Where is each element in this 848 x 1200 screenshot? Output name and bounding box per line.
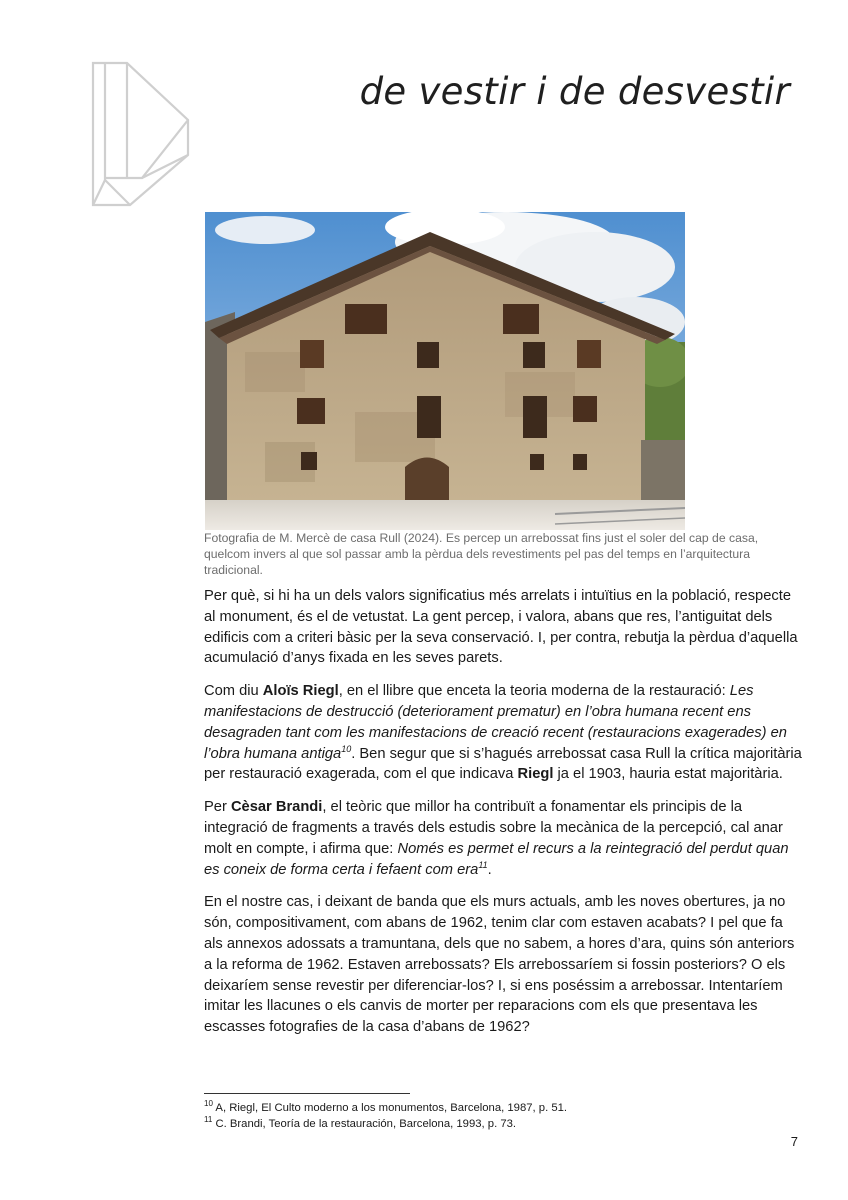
paragraph-brandi — [204, 797, 804, 880]
casa-rull-photo — [205, 212, 685, 530]
text-span: . Ben segur que si s’hagués arrebossat casa Rull la crítica majoritària per restauració exagerada, com el que indicava — [204, 745, 802, 783]
brandi-quote: Només es permet el recurs a la reintegració del perdut quan es coneix de forma certa i fefaent com era — [204, 840, 789, 878]
author-name: Aloïs Riegl — [262, 683, 339, 700]
footnote-ref[interactable]: 10 — [341, 743, 352, 754]
page-title: de vestir i de desvestir — [359, 70, 790, 113]
body-text — [204, 586, 804, 1050]
author-name: Riegl — [517, 766, 554, 783]
footnote-10 — [204, 1100, 804, 1116]
text-span: ja el 1903, hauria estat majoritària. — [553, 766, 783, 783]
text-span: Com diu — [204, 683, 263, 700]
footnote-number: 10 — [204, 1099, 213, 1109]
photo-caption: Fotografia de M. Mercè de casa Rull (2024). Es percep un arrebossat fins just el soler del cap de casa, quelcom invers al que sol passar amb la pèrdua dels revestiments pel pas del temps en l’arquitectura tradicional. — [204, 531, 759, 577]
footnote-number: 11 — [204, 1115, 213, 1125]
footnote-text: C. Brandi, Teoría de la restauración, Barcelona, 1993, p. 73. — [212, 1118, 517, 1130]
paragraph-nostre-cas: En el nostre cas, i deixant de banda que els murs actuals, amb les noves obertures, ja no són, compositivament, com abans de 1962, tenim clar com estaven acabats? I pel que fa als annexos adossats a tramuntana, dels que no sabem, a hores d’ara, quins són anteriors a la reforma de 1962. Estaven arrebossats? Els arrebossaríem si fossin posteriors? O els deixaríem sense revestir per diferenciar-los? I, si ens poséssim a arrebossar. Intentaríem imitar les llacunes o els canvis de morter per reparacions com els que presentava les escasses fotografies de la casa d’abans de 1962? — [204, 894, 795, 1036]
riegl-quote: Les manifestacions de destrucció (deteriorament prematur) en l’obra humana recent ens desagraden tant com les manifestacions de creació recent (restauracions exagerades) en l’obra humana antiga — [204, 683, 787, 762]
text-span: . — [487, 861, 492, 878]
footnote-ref[interactable]: 11 — [478, 859, 488, 870]
footnote-11 — [204, 1116, 804, 1132]
author-name: Cèsar Brandi — [230, 799, 323, 816]
paragraph-vetustat: Per què, si hi ha un dels valors significatius més arrelats i intuïtius en la població, respecte al monument, és el de vetustat. La gent percep, i valora, abans que res, l’antiguitat dels edificis com a criteri bàsic per la seva conservació. I, per contra, rebutja la pèrdua d’aquella acumulació d’anys fixada en les seves parets. — [204, 588, 798, 667]
page-number: 7 — [790, 1134, 798, 1149]
text-span: , en el llibre que enceta la teoria moderna de la restauració: — [338, 683, 730, 700]
footnotes — [204, 1100, 804, 1132]
publication-logo — [90, 60, 192, 208]
footnote-text: A, Riegl, El Culto moderno a los monumentos, Barcelona, 1987, p. 51. — [212, 1102, 568, 1114]
text-span: Per — [204, 799, 231, 816]
paragraph-riegl — [204, 681, 804, 785]
footnote-divider — [204, 1093, 410, 1094]
text-span: , el teòric que millor ha contribuït a fonamentar els principis de la integració de fragments a través dels estudis sobre la mecànica de la percepció, cal anar molt en compte, i afirma que: — [204, 799, 783, 857]
